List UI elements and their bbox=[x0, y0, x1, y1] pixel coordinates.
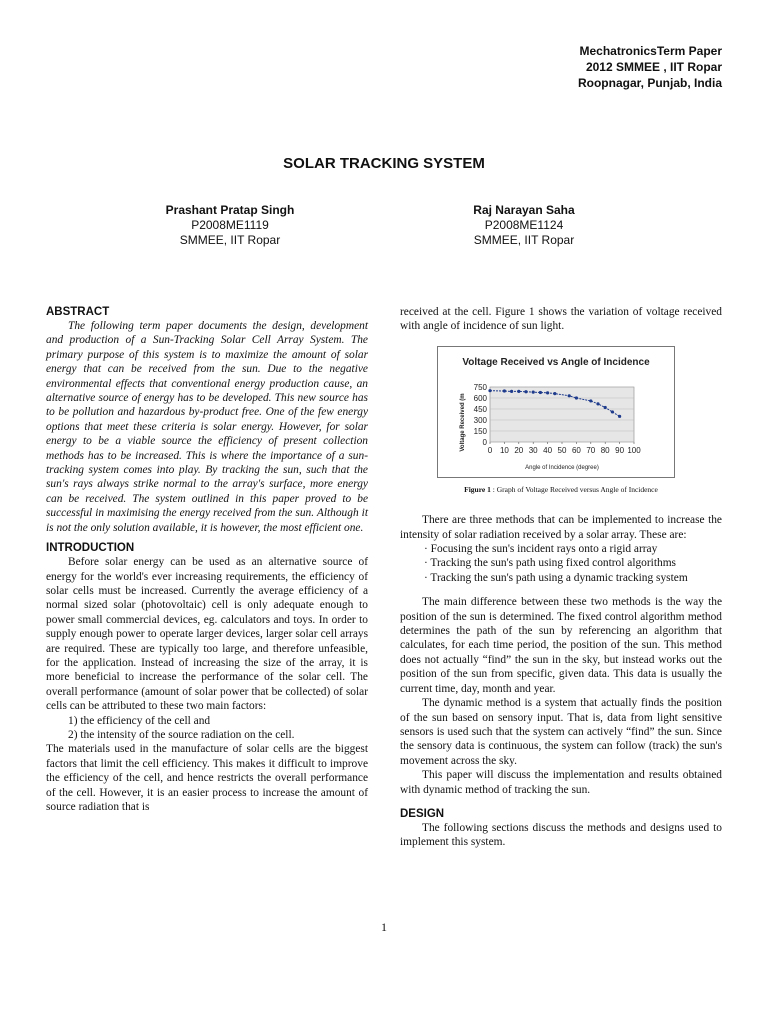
factor-item-2: 2) the intensity of the source radiation on the cell. bbox=[68, 728, 295, 741]
figure-caption-text: : Graph of Voltage Received versus Angle of Incidence bbox=[490, 484, 658, 494]
main-difference-paragraph: The main difference between these two methods is the way the position of the sun is determined. The fixed control algorithm method determines the path of the sun by referencing an algorithm that calculates, for each time period, the position of the sun. This method does not actually “find” the sun in the sky, but instead works out the position of the sun from specific, given data. This data is usually the current time, day, month and year. bbox=[400, 596, 722, 695]
x-tick-label: 70 bbox=[586, 445, 596, 455]
data-point bbox=[503, 389, 506, 392]
x-tick-label: 80 bbox=[600, 445, 610, 455]
method-item-2: · Tracking the sun's path using fixed control algorithms bbox=[424, 557, 676, 570]
y-axis-label: Voltage Received (m bbox=[460, 393, 466, 452]
x-tick-label: 40 bbox=[543, 445, 553, 455]
design-paragraph: The following sections discuss the methods and designs used to implement this system. bbox=[400, 821, 722, 849]
author-block-2 bbox=[409, 203, 639, 248]
conference-line-2: 2012 SMMEE , IIT Ropar bbox=[585, 60, 722, 74]
data-point bbox=[611, 410, 614, 413]
figure-label: Figure 1 bbox=[464, 484, 491, 494]
voltage-angle-chart bbox=[438, 347, 674, 477]
paper-title: SOLAR TRACKING SYSTEM bbox=[283, 155, 485, 172]
author-name: Raj Narayan Saha bbox=[473, 203, 575, 217]
x-tick-label: 20 bbox=[514, 445, 524, 455]
introduction-heading: INTRODUCTION bbox=[46, 542, 135, 555]
factor-item-1: 1) the efficiency of the cell and bbox=[68, 714, 211, 727]
data-point bbox=[546, 391, 549, 394]
left-column bbox=[46, 305, 368, 814]
data-point bbox=[488, 389, 491, 392]
continued-paragraph: received at the cell. Figure 1 shows the variation of voltage received with angle of incidence of sun light. bbox=[400, 306, 722, 333]
author-affiliation: SMMEE, IIT Ropar bbox=[473, 233, 575, 247]
x-tick-label: 60 bbox=[571, 445, 581, 455]
chart-title: Voltage Received vs Angle of Incidence bbox=[462, 356, 650, 368]
data-point bbox=[532, 390, 535, 393]
figure-1-chart bbox=[437, 346, 675, 478]
right-column bbox=[400, 305, 722, 850]
design-heading: DESIGN bbox=[400, 807, 445, 820]
y-tick-label: 300 bbox=[473, 415, 487, 425]
y-tick-label: 750 bbox=[473, 382, 487, 392]
x-tick-label: 0 bbox=[487, 445, 493, 455]
data-point bbox=[510, 390, 513, 393]
author-id: P2008ME1119 bbox=[191, 218, 269, 232]
data-point bbox=[568, 394, 571, 397]
conference-line-3: Roopnagar, Punjab, India bbox=[577, 76, 722, 90]
paper-scope-paragraph: This paper will discuss the implementation and results obtained with dynamic method of tracking the sun. bbox=[400, 769, 722, 796]
conference-info bbox=[578, 43, 722, 91]
conference-line-1: MechatronicsTerm Paper bbox=[579, 44, 722, 58]
data-point bbox=[604, 406, 607, 409]
methods-intro: There are three methods that can be implemented to increase the intensity of solar radiation received by a solar array. These are: bbox=[400, 514, 722, 541]
method-item-1: · Focusing the sun's incident rays onto a rigid array bbox=[424, 543, 658, 556]
y-tick-label: 150 bbox=[473, 426, 487, 436]
method-item-3: · Tracking the sun's path using a dynamic tracking system bbox=[424, 571, 688, 584]
abstract-heading: ABSTRACT bbox=[46, 306, 110, 318]
x-axis-label: Angle of Incidence (degree) bbox=[525, 464, 599, 471]
plot-area bbox=[490, 387, 634, 442]
data-point bbox=[553, 392, 556, 395]
data-point bbox=[596, 402, 599, 405]
x-tick-label: 50 bbox=[557, 445, 567, 455]
x-tick-label: 30 bbox=[528, 445, 538, 455]
figure-1-caption bbox=[400, 483, 722, 497]
data-point bbox=[517, 390, 520, 393]
introduction-paragraph-2: The materials used in the manufacture of solar cells are the biggest factors that limit the cell efficiency. This makes it difficult to improve the efficiency of the cell, and hence restricts the overall performance of the cell. However, it is an easier process to increase the amount of source radiation that is bbox=[46, 743, 368, 813]
y-tick-label: 450 bbox=[473, 404, 487, 414]
author-name: Prashant Pratap Singh bbox=[165, 203, 295, 217]
data-point bbox=[539, 391, 542, 394]
abstract-text: The following term paper documents the design, development and production of a Sun-Tracking Solar Cell Array System. The primary purpose of this system is to maximize the amount of solar energy that can be received from the sun. Due to the negative environmental effects that conventional energy production cause, an alternative source of energy has to be developed. This new source has to be pollution and hazardous by-product free. One of the few energy options that meet these criteria is solar energy. However, for solar energy to be a viable source the efficiency of present collection methods has to be increased. This is where the importance of a sun-tracking system comes into play. By tracking the sun, such that the sun's rays always strike normal to the array's surface, more energy can be received. The system outlined in this paper proved to be successful in maximising the energy received from the sun. Although it is not the only solution available, it is however, the most efficient one. bbox=[46, 320, 368, 534]
author-id: P2008ME1124 bbox=[484, 218, 564, 232]
y-tick-label: 0 bbox=[482, 437, 487, 447]
data-point bbox=[524, 390, 527, 393]
x-tick-label: 100 bbox=[627, 445, 641, 455]
data-point bbox=[575, 396, 578, 399]
y-tick-label: 600 bbox=[473, 393, 487, 403]
data-point bbox=[589, 399, 592, 402]
author-affiliation: SMMEE, IIT Ropar bbox=[179, 233, 281, 247]
x-tick-label: 90 bbox=[615, 445, 625, 455]
author-block-1 bbox=[115, 203, 345, 248]
dynamic-method-paragraph: The dynamic method is a system that actually finds the position of the sun based on sensory input. That is, data from light sensitive sensors is used such that the system can actively “find” the sun. Since the sensory data is continuous, the system can follow (track) the sun's movement across the sky. bbox=[400, 697, 722, 767]
x-tick-label: 10 bbox=[499, 445, 509, 455]
introduction-paragraph-1: Before solar energy can be used as an alternative source of energy for the world's ever increasing requirements, the efficiency of solar cells must be increased. Currently the average efficiency of a normal sized solar (photovoltaic) cell is only adequate enough to power small commercial devices, eg. calculators and toys. In order to supply enough power to operate larger devices, larger solar cell arrays are required. These are typically too large, and therefore unfeasible, for the application. Instead of increasing the size of the array, it is more beneficial to increase the performance of the solar cell. The overall performance (amount of solar power that be collected) of solar cells can be attributed to these two main factors: bbox=[46, 556, 368, 713]
data-point bbox=[618, 415, 621, 418]
page-number: 1 bbox=[381, 920, 387, 934]
